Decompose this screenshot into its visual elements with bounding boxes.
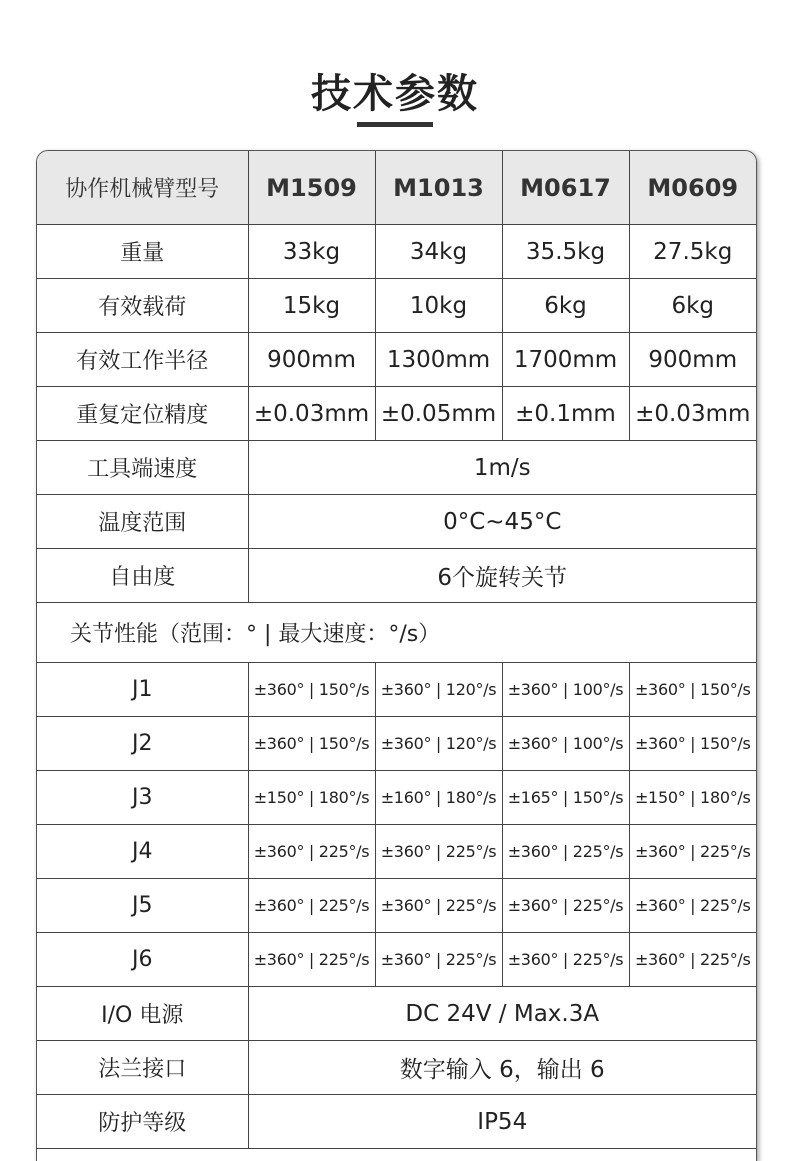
cell-value-merged: 0°C~45°C (248, 495, 756, 549)
joint-section-row (37, 603, 756, 663)
joint-row (37, 933, 756, 987)
joint-value: ±360° | 225°/s (375, 825, 502, 879)
joint-value: ±360° | 100°/s (502, 717, 629, 771)
cell-value-merged: 1m/s (248, 441, 756, 495)
joint-label: J4 (37, 825, 248, 879)
table-header-row (37, 151, 756, 225)
cell-value: ±0.03mm (248, 387, 375, 441)
table-row (37, 1095, 756, 1149)
cell-value: 6kg (502, 279, 629, 333)
joint-value: ±360° | 100°/s (502, 663, 629, 717)
row-label: 有效工作半径 (37, 333, 248, 387)
table-row (37, 549, 756, 603)
model-header-m0609: M0609 (629, 151, 756, 225)
cell-value: 35.5kg (502, 225, 629, 279)
table-row (37, 441, 756, 495)
joint-value: ±360° | 150°/s (629, 663, 756, 717)
model-header-m1509: M1509 (248, 151, 375, 225)
joint-label: J2 (37, 717, 248, 771)
cell-value: 34kg (375, 225, 502, 279)
cell-value-merged: IP54 (248, 1095, 756, 1149)
page-title: 技术参数 (311, 71, 479, 117)
joint-row (37, 663, 756, 717)
joint-row (37, 825, 756, 879)
row-label: I/O 电源 (37, 987, 248, 1041)
spec-table (36, 150, 757, 1161)
joint-value: ±360° | 225°/s (375, 879, 502, 933)
cell-value-merged: 数字输入 6，输出 6 (248, 1041, 756, 1095)
joint-label: J3 (37, 771, 248, 825)
joint-section-title: 关节性能（范围：° | 最大速度：°/s） (37, 603, 756, 663)
cell-value: 10kg (375, 279, 502, 333)
table-row (37, 1041, 756, 1095)
row-label: 重复定位精度 (37, 387, 248, 441)
cell-value: 33kg (248, 225, 375, 279)
cell-value: 900mm (629, 333, 756, 387)
joint-value: ±360° | 225°/s (248, 879, 375, 933)
row-label: 有效载荷 (37, 279, 248, 333)
joint-value: ±360° | 225°/s (629, 825, 756, 879)
joint-row (37, 717, 756, 771)
joint-value: ±360° | 225°/s (629, 879, 756, 933)
joint-label: J5 (37, 879, 248, 933)
cell-value-merged: 6个旋转关节 (248, 549, 756, 603)
table-row (37, 279, 756, 333)
row-label: 法兰接口 (37, 1041, 248, 1095)
joint-label: J1 (37, 663, 248, 717)
model-header-m0617: M0617 (502, 151, 629, 225)
cell-value: 27.5kg (629, 225, 756, 279)
joint-value: ±360° | 225°/s (248, 825, 375, 879)
joint-value: ±150° | 180°/s (629, 771, 756, 825)
joint-value: ±360° | 225°/s (375, 933, 502, 987)
cell-value-merged: DC 24V / Max.3A (248, 987, 756, 1041)
joint-value: ±360° | 150°/s (248, 717, 375, 771)
row-label: 工具端速度 (37, 441, 248, 495)
cell-value: 1700mm (502, 333, 629, 387)
joint-value: ±360° | 225°/s (502, 933, 629, 987)
joint-value: ±160° | 180°/s (375, 771, 502, 825)
cell-value: 900mm (248, 333, 375, 387)
joint-row (37, 879, 756, 933)
table-row (37, 333, 756, 387)
row-label: 温度范围 (37, 495, 248, 549)
joint-value: ±360° | 225°/s (502, 825, 629, 879)
table-row (37, 387, 756, 441)
joint-value: ±360° | 225°/s (502, 879, 629, 933)
row-label: 自由度 (37, 549, 248, 603)
joint-value: ±360° | 225°/s (248, 933, 375, 987)
joint-label: J6 (37, 933, 248, 987)
joint-value: ±360° | 120°/s (375, 663, 502, 717)
table-row (37, 225, 756, 279)
joint-value: ±360° | 120°/s (375, 717, 502, 771)
cell-value: 1300mm (375, 333, 502, 387)
table-row (37, 987, 756, 1041)
cell-value: ±0.03mm (629, 387, 756, 441)
joint-value: ±165° | 150°/s (502, 771, 629, 825)
table-row (37, 495, 756, 549)
joint-value: ±150° | 180°/s (248, 771, 375, 825)
joint-value: ±360° | 150°/s (248, 663, 375, 717)
header-label: 协作机械臂型号 (37, 151, 248, 225)
cell-value: 6kg (629, 279, 756, 333)
cell-value: ±0.1mm (502, 387, 629, 441)
row-label: 防护等级 (37, 1095, 248, 1149)
title-underline (357, 122, 433, 127)
cell-value: ±0.05mm (375, 387, 502, 441)
cell-value: 15kg (248, 279, 375, 333)
joint-value: ±360° | 150°/s (629, 717, 756, 771)
joint-row (37, 771, 756, 825)
model-header-m1013: M1013 (375, 151, 502, 225)
joint-value: ±360° | 225°/s (629, 933, 756, 987)
row-label: 重量 (37, 225, 248, 279)
